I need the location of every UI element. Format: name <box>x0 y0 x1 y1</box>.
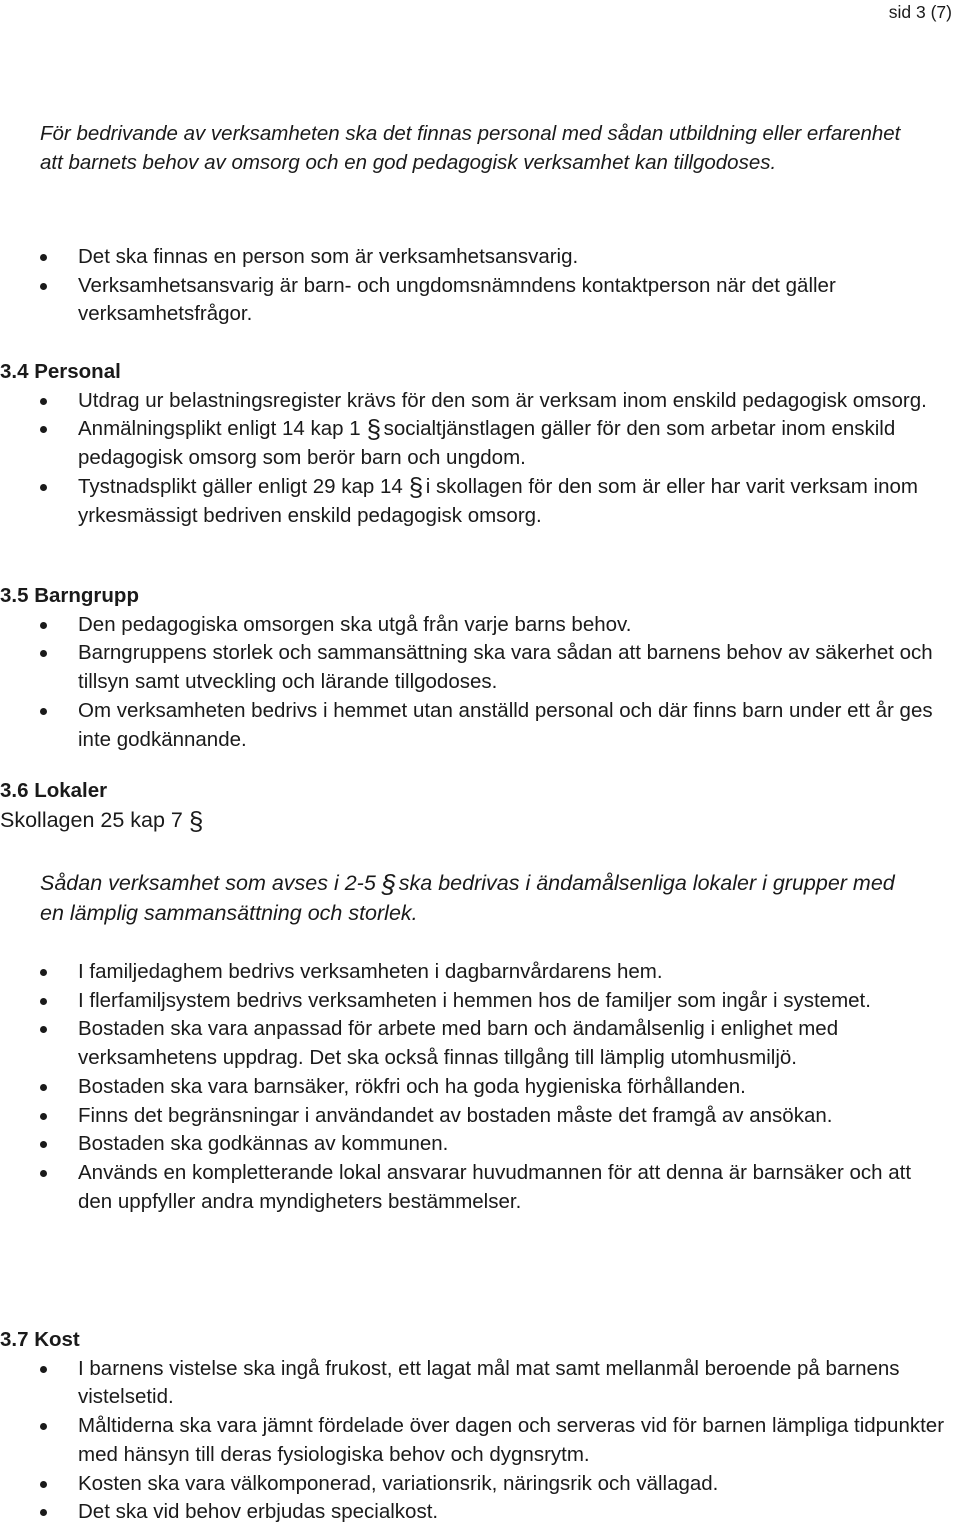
section-kost <box>0 1326 960 1527</box>
list-item: Verksamhetsansvarig är barn- och ungdomsnämndens kontaktperson när det gäller verksamhetsfrågor. <box>0 272 960 329</box>
law-reference <box>0 806 960 835</box>
personal-list <box>0 387 960 531</box>
list-item-text: Tystnadsplikt gäller enligt 29 kap 14 <box>78 474 403 498</box>
list-item: Barngruppens storlek och sammansättning ska vara sådan att barnens behov av säkerhet och tillsyn samt utveckling och lärande tillgodoses. <box>0 639 960 696</box>
intro-section <box>40 120 910 177</box>
section-sign-icon: § <box>366 414 382 445</box>
barngrupp-list <box>0 611 960 755</box>
list-item-text: socialtjänstlagen gäller för den som arbetar inom enskild pedagogisk omsorg som berör barn och ungdom. <box>78 417 896 470</box>
section-lokaler <box>0 777 960 834</box>
list-item: Det ska finnas en person som är verksamhetsansvarig. <box>0 243 960 272</box>
law-quote-text: ska bedrivas i ändamålsenliga lokaler i grupper med en lämplig sammansättning och storlek. <box>40 871 895 925</box>
section-sign-icon: § <box>408 471 424 502</box>
list-item: Det ska vid behov erbjudas specialkost. <box>0 1498 960 1527</box>
page-number: sid 3 (7) <box>888 2 952 22</box>
lokaler-quote-section <box>40 868 910 928</box>
law-reference-text: Skollagen 25 kap 7 <box>0 807 183 832</box>
kost-list <box>0 1355 960 1527</box>
section-heading: 3.7 Kost <box>0 1328 80 1351</box>
lokaler-list <box>0 958 960 1216</box>
list-item-text: Anmälningsplikt enligt 14 kap 1 <box>78 417 361 441</box>
list-item: Bostaden ska godkännas av kommunen. <box>0 1130 960 1159</box>
list-item <box>0 473 960 530</box>
list-item: Måltiderna ska vara jämnt fördelade över dagen och serveras vid för barnen lämpliga tidpunkter med hänsyn till deras fysiologiska behov och dygnsrytm. <box>0 1412 960 1469</box>
list-item: Finns det begränsningar i användandet av bostaden måste det framgå av ansökan. <box>0 1102 960 1131</box>
list-item <box>0 415 960 472</box>
list-item: Om verksamheten bedrivs i hemmet utan anställd personal och där finns barn under ett år ges inte godkännande. <box>0 697 960 754</box>
list-item: Används en kompletterande lokal ansvarar huvudmannen för att denna är barnsäker och att den uppfyller andra myndigheters bestämmelser. <box>0 1159 960 1216</box>
section-heading: 3.4 Personal <box>0 360 121 383</box>
section-sign-icon: § <box>188 805 204 836</box>
list-item-text: i skollagen för den som är eller har varit verksam inom yrkesmässigt bedriven enskild pedagogisk omsorg. <box>78 474 918 527</box>
responsibility-list-section <box>0 243 960 329</box>
lokaler-list-section <box>0 958 960 1216</box>
list-item: I flerfamiljsystem bedrivs verksamheten i hemmen hos de familjer som ingår i systemet. <box>0 987 960 1016</box>
section-barngrupp <box>0 582 960 754</box>
law-quote-text: Sådan verksamhet som avses i 2-5 <box>40 871 376 895</box>
law-quote <box>40 868 910 928</box>
intro-paragraph: För bedrivande av verksamheten ska det finnas personal med sådan utbildning eller erfarenhet att barnets behov av omsorg och en god pedagogisk verksamhet kan tillgodoses. <box>40 122 901 174</box>
list-item: Utdrag ur belastningsregister krävs för den som är verksam inom enskild pedagogisk omsorg. <box>0 387 960 416</box>
list-item: I barnens vistelse ska ingå frukost, ett lagat mål mat samt mellanmål beroende på barnens vistelsetid. <box>0 1355 960 1412</box>
section-personal <box>0 358 960 530</box>
list-item: I familjedaghem bedrivs verksamheten i dagbarnvårdarens hem. <box>0 958 960 987</box>
section-sign-icon: § <box>381 869 397 899</box>
responsibility-list <box>0 243 960 329</box>
section-heading: 3.6 Lokaler <box>0 779 108 802</box>
list-item: Bostaden ska vara barnsäker, rökfri och ha goda hygieniska förhållanden. <box>0 1073 960 1102</box>
list-item: Den pedagogiska omsorgen ska utgå från varje barns behov. <box>0 611 960 640</box>
list-item: Bostaden ska vara anpassad för arbete med barn och ändamålsenlig i enlighet med verksamhetens uppdrag. Det ska också finnas tillgång till lämplig utomhusmiljö. <box>0 1015 960 1072</box>
list-item: Kosten ska vara välkomponerad, variationsrik, näringsrik och vällagad. <box>0 1470 960 1499</box>
section-heading: 3.5 Barngrupp <box>0 584 139 607</box>
